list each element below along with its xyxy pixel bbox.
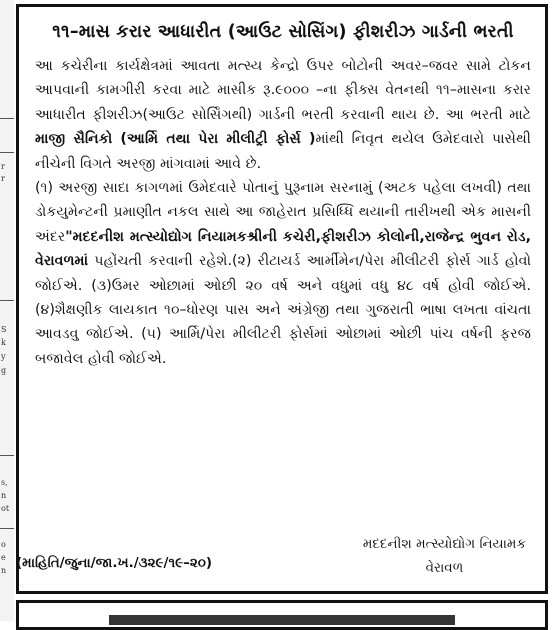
place: વેરાવળ xyxy=(425,560,464,576)
intro-text: આ કચેરીના કાર્યક્ષેત્રમાં આવતા મત્સ્ય કેન્દ્રો ઉપર બોટોની અવર–જવર સામે ટોકન આપવાની કામગીરી કરવા માટે માસીક રૂ.૯૦૦૦ –ના ફીક્સ વેતનથી ૧૧–માસના કરાર આધારીત ફીશરીઝ(આઉટ સોર્સિંગથી) ગાર્ડની ભરતી કરવાની થાય છે. આ ભરતી માટે xyxy=(35,58,531,123)
clipping-fragment: r xyxy=(1,174,5,183)
clipping-divider xyxy=(0,152,14,153)
recruitment-notice xyxy=(16,4,548,594)
clipping-divider xyxy=(0,528,14,529)
clipping-fragment: y xyxy=(1,352,6,361)
next-advert-heading-partial xyxy=(109,615,455,625)
notice-conditions xyxy=(35,176,531,371)
signature-block xyxy=(363,532,526,580)
clipping-divider xyxy=(0,300,14,301)
notice-title: ૧૧–માસ કરાર આધારીત (આઉટ સોસિંગ) ફીશરીઝ ગાર્ડની ભરતી xyxy=(52,22,514,42)
clipping-fragment: n xyxy=(1,491,7,500)
condition-text: (૧) અરજી સાદા કાગળમાં ઉમેદવારે પોતાનું પુરૂનામ સરનામું (અટક પહેલા લખવી) તથા ડોકયુમેન્ટની પ્રમાણીત નકલ સાથે આ જાહેરાત પ્રસિધ્ધિ થયાની તારીખથી એક માસની અંદર xyxy=(35,180,531,245)
condition-text-continued: પહોંચતી કરવાની રહેશે.(૨) રીટાયર્ડ આર્મીમેન/પેરા મીલીટરી ફોર્સ ગાર્ડ હોવો જોઈએ. (૩)ઉમર ઓછામાં ઓછી ૨૦ વર્ષ અને વધુમાં વધુ ૪૮ વર્ષ હોવી જોઈએ. (૪)શૈક્ષણીક લાયકાત ૧૦–ધોરણ પાસ અને અંગ્રેજી તથા ગુજરાતી ભાષા લખતા વાંચતા આવડવુ જોઈએ. (૫) આર્મિ/પેરા મીલીટરી ફોર્સમાં ઓછામાં ઓછી પાંચ વર્ષની ફરજ બજાવેલ હોવી જોઈએ. xyxy=(35,253,531,367)
clipping-fragment: o xyxy=(1,540,6,549)
clipping-divider xyxy=(0,455,14,456)
clipping-fragment: ot xyxy=(1,504,10,513)
clipping-fragment: S xyxy=(1,325,7,334)
notice-intro xyxy=(35,54,531,176)
adjacent-clipping-strip xyxy=(0,0,14,621)
intro-highlight: માજી સૈનિકો (આર્મિ તથા પેરા મીલીટ્રી ફોર્સ ) xyxy=(35,131,316,148)
office-address: "મદદનીશ મત્સ્યોદ્યોગ નિયામકશ્રીની કચેરી,ફીશરીઝ કોલોની,રાજેન્દ્ર ભુવન રોડ, વેરાવળમાં xyxy=(35,228,531,270)
clipping-fragment: n xyxy=(1,566,7,575)
clipping-fragment: r xyxy=(1,162,5,171)
signatory: મદદનીશ મત્સ્યોદ્યોગ નિયામક xyxy=(362,536,526,552)
reference-number: (માહિતિ/જુના/જા.ખ./૩૨૯/૧૯–૨૦) xyxy=(16,555,213,571)
clipping-fragment: k xyxy=(1,338,6,347)
clipping-fragment: g xyxy=(1,366,7,375)
clipping-fragment: e xyxy=(1,553,6,562)
next-advert-partial xyxy=(16,600,548,630)
intro-text-continued: માંથી નિવૃત થયેલ ઉમેદવારો પાસેથી નીચેની વિગતે અરજી માંગવામાં આવે છે. xyxy=(35,131,531,172)
clipping-fragment: s, xyxy=(1,478,8,487)
clipping-divider xyxy=(0,118,14,119)
